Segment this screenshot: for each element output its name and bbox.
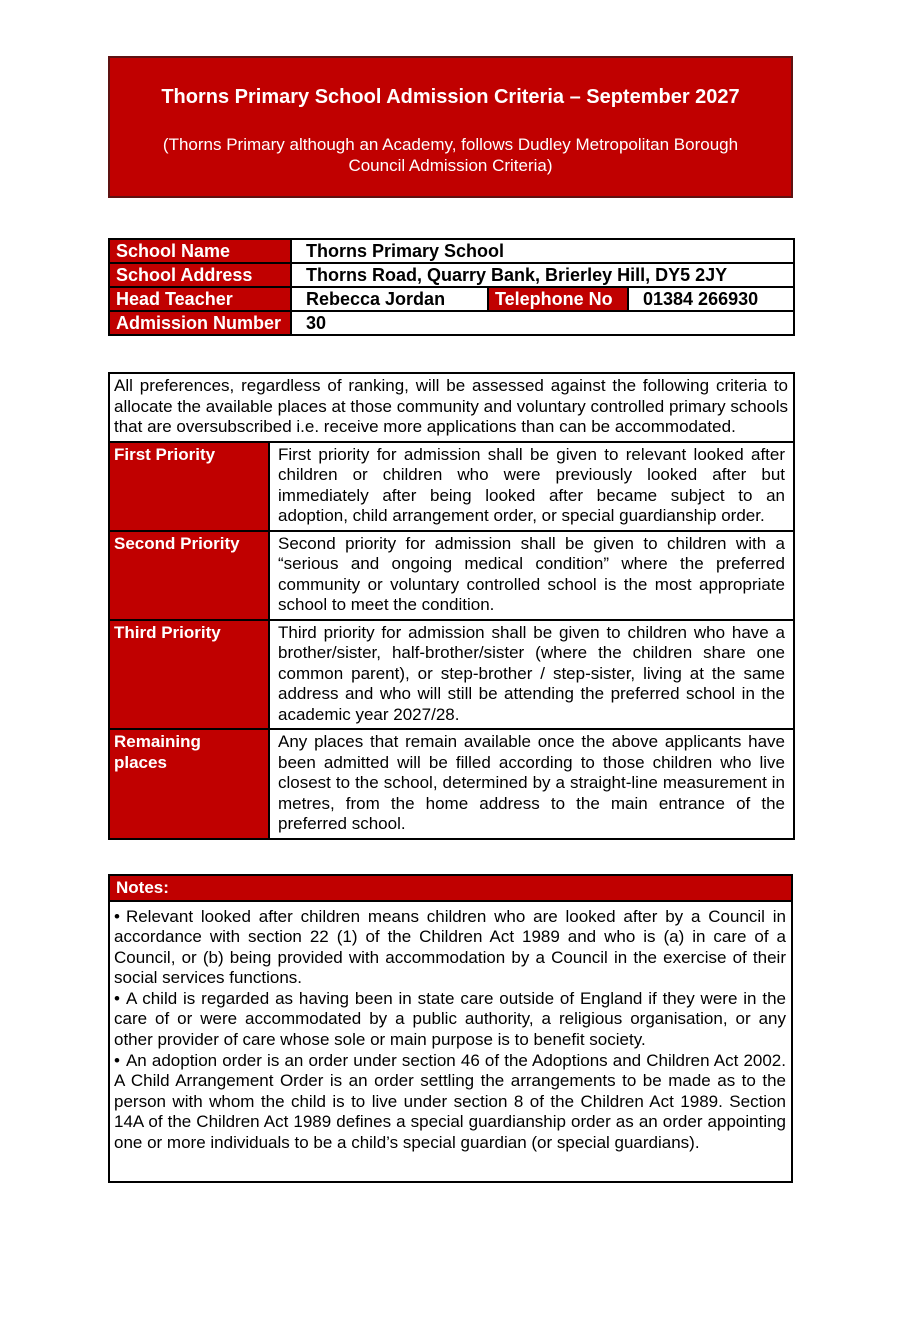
school-name-row	[109, 239, 794, 263]
document-subtitle: (Thorns Primary although an Academy, follows Dudley Metropolitan Borough Council Admission Criteria)	[162, 135, 739, 175]
document-header-banner	[108, 56, 793, 198]
school-address-label: School Address	[109, 263, 291, 287]
remaining-places-label: Remaining places	[109, 729, 269, 839]
second-priority-text: Second priority for admission shall be given to children with a “serious and ongoing medical condition” where the preferred community or voluntary controlled school is the most appropriate school to meet the condition.	[269, 531, 794, 620]
note-text: An adoption order is an order under section 46 of the Adoptions and Children Act 2002. A Child Arrangement Order is an order settling the arrangements to be made as to the person with whom the child is to live under section 8 of the Children Act 1989. Section 14A of the Children Act 1989 defines a special guardianship order as an order appointing one or more individuals to be a child’s special guardian (or special guardians).	[114, 1050, 786, 1153]
admission-number-value: 30	[291, 311, 794, 335]
admission-criteria-table	[108, 372, 795, 840]
third-priority-row	[109, 620, 794, 730]
notes-header: Notes:	[110, 876, 791, 902]
third-priority-text: Third priority for admission shall be given to children who have a brother/sister, half-brother/sister (where the children share one common parent), or step-brother / step-sister, living at the same address and who will still be attending the preferred school in the academic year 2027/28.	[269, 620, 794, 730]
admission-number-label: Admission Number	[109, 311, 291, 335]
school-address-value: Thorns Road, Quarry Bank, Brierley Hill, DY5 2JY	[291, 263, 794, 287]
notes-section	[108, 874, 793, 1183]
head-teacher-row	[109, 287, 794, 311]
note-text: Relevant looked after children means children who are looked after by a Council in accordance with section 22 (1) of the Children Act 1989 and who is (a) in care of a Council, or (b) being provided with accommodation by a Council in the exercise of their social services functions.	[114, 906, 786, 988]
first-priority-label: First Priority	[109, 442, 269, 531]
document-title: Thorns Primary School Admission Criteria – September 2027	[161, 86, 740, 108]
note-item	[114, 907, 786, 989]
telephone-value: 01384 266930	[628, 287, 794, 311]
document-content	[108, 56, 793, 1183]
note-text: A child is regarded as having been in state care outside of England if they were in the care of or were accommodated by a public authority, a religious organisation, or any other provider of care whose sole or main purpose is to benefit society.	[114, 988, 786, 1050]
school-name-label: School Name	[109, 239, 291, 263]
remaining-places-text: Any places that remain available once the above applicants have been admitted will be filled according to those children who live closest to the school, determined by a straight-line measurement in metres, from the home address to the main entrance of the preferred school.	[269, 729, 794, 839]
first-priority-text: First priority for admission shall be given to relevant looked after children or children who were previously looked after but immediately after being looked after became subject to an adoption, child arrangement order, or special guardianship order.	[269, 442, 794, 531]
criteria-intro-text: All preferences, regardless of ranking, will be assessed against the following criteria to allocate the available places at those community and voluntary controlled primary schools that are oversubscribed i.e. receive more applications than can be accommodated.	[109, 373, 794, 442]
first-priority-row	[109, 442, 794, 531]
head-teacher-value: Rebecca Jordan	[291, 287, 488, 311]
criteria-intro-row	[109, 373, 794, 442]
second-priority-label: Second Priority	[109, 531, 269, 620]
school-info-table	[108, 238, 795, 336]
remaining-places-row	[109, 729, 794, 839]
school-address-row	[109, 263, 794, 287]
admission-number-row	[109, 311, 794, 335]
notes-body	[110, 902, 791, 1181]
bullet-icon: •	[114, 988, 120, 1008]
bullet-icon: •	[114, 906, 120, 926]
bullet-icon: •	[114, 1050, 120, 1070]
head-teacher-label: Head Teacher	[109, 287, 291, 311]
second-priority-row	[109, 531, 794, 620]
third-priority-label: Third Priority	[109, 620, 269, 730]
document-page	[0, 56, 905, 1336]
note-item	[114, 989, 786, 1051]
school-name-value: Thorns Primary School	[291, 239, 794, 263]
telephone-label: Telephone No	[488, 287, 628, 311]
note-item	[114, 1051, 786, 1154]
